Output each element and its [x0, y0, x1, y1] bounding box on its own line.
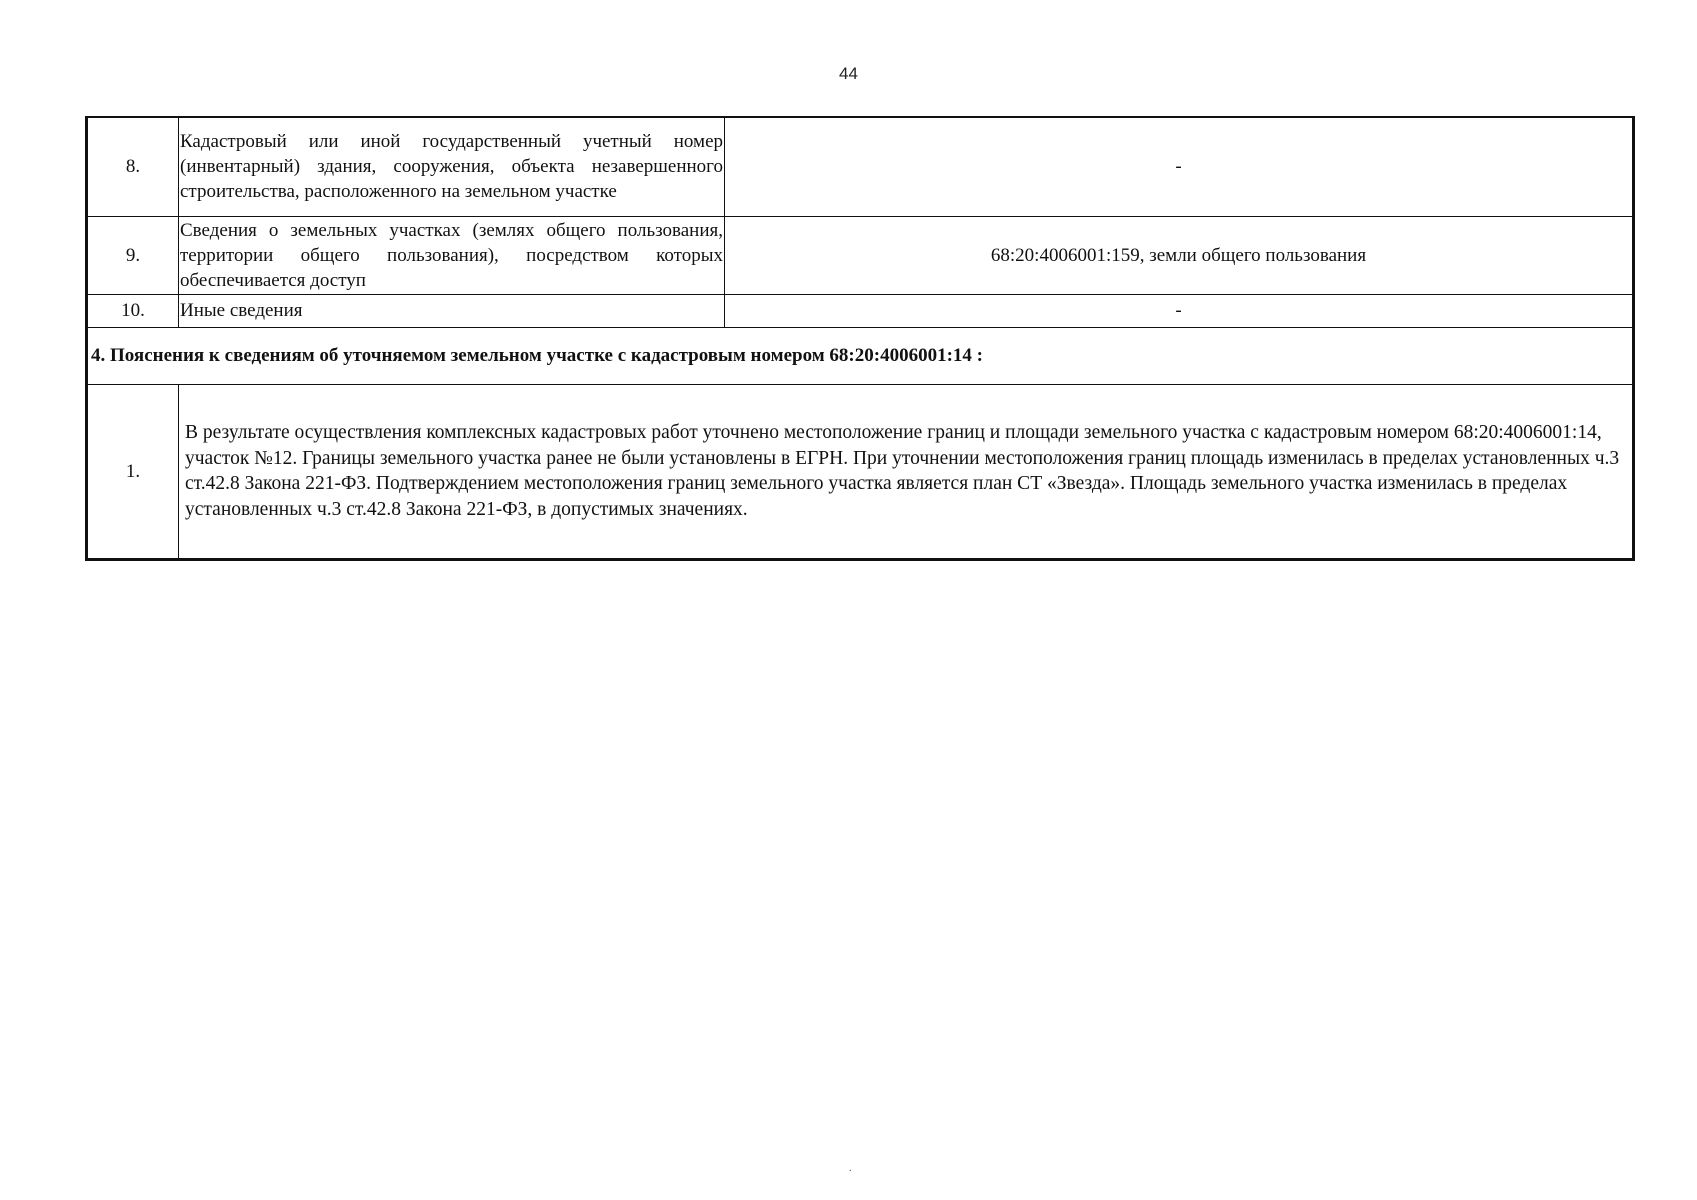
page-number: 44	[839, 64, 858, 83]
section-heading-row	[87, 327, 1634, 384]
footer-mark: .	[849, 1163, 852, 1174]
cadastral-info-table	[85, 116, 1635, 561]
row-value: 68:20:4006001:159, земли общего пользования	[725, 216, 1634, 294]
explanation-text: В результате осуществления комплексных кадастровых работ уточнено местоположение границ и площади земельного участка с кадастровым номером 68:20:4006001:14, участок №12. Границы земельного участка ранее не были установлены в ЕГРН. При уточнении местоположения границ площадь изменилась в пределах установленных ч.3 ст.42.8 Закона 221-ФЗ. Подтверждением местоположения границ земельного участка является план СТ «Звезда». Площадь земельного участка изменилась в пределах установленных ч.3 ст.42.8 Закона 221-ФЗ, в допустимых значениях.	[179, 384, 1634, 559]
row-number: 9.	[87, 216, 179, 294]
table-row	[87, 216, 1634, 294]
row-label: Иные сведения	[179, 294, 725, 327]
table-row	[87, 117, 1634, 216]
table-row	[87, 384, 1634, 559]
row-number: 8.	[87, 117, 179, 216]
row-label: Сведения о земельных участках (землях общего пользования, территории общего пользования), посредством которых обеспечивается доступ	[179, 216, 725, 294]
section-heading: 4. Пояснения к сведениям об уточняемом земельном участке с кадастровым номером 68:20:4006001:14 :	[87, 327, 1634, 384]
table-row	[87, 294, 1634, 327]
row-number: 1.	[87, 384, 179, 559]
row-label: Кадастровый или иной государственный учетный номер (инвентарный) здания, сооружения, объекта незавершенного строительства, расположенного на земельном участке	[179, 117, 725, 216]
row-number: 10.	[87, 294, 179, 327]
row-value: -	[725, 294, 1634, 327]
row-value: -	[725, 117, 1634, 216]
